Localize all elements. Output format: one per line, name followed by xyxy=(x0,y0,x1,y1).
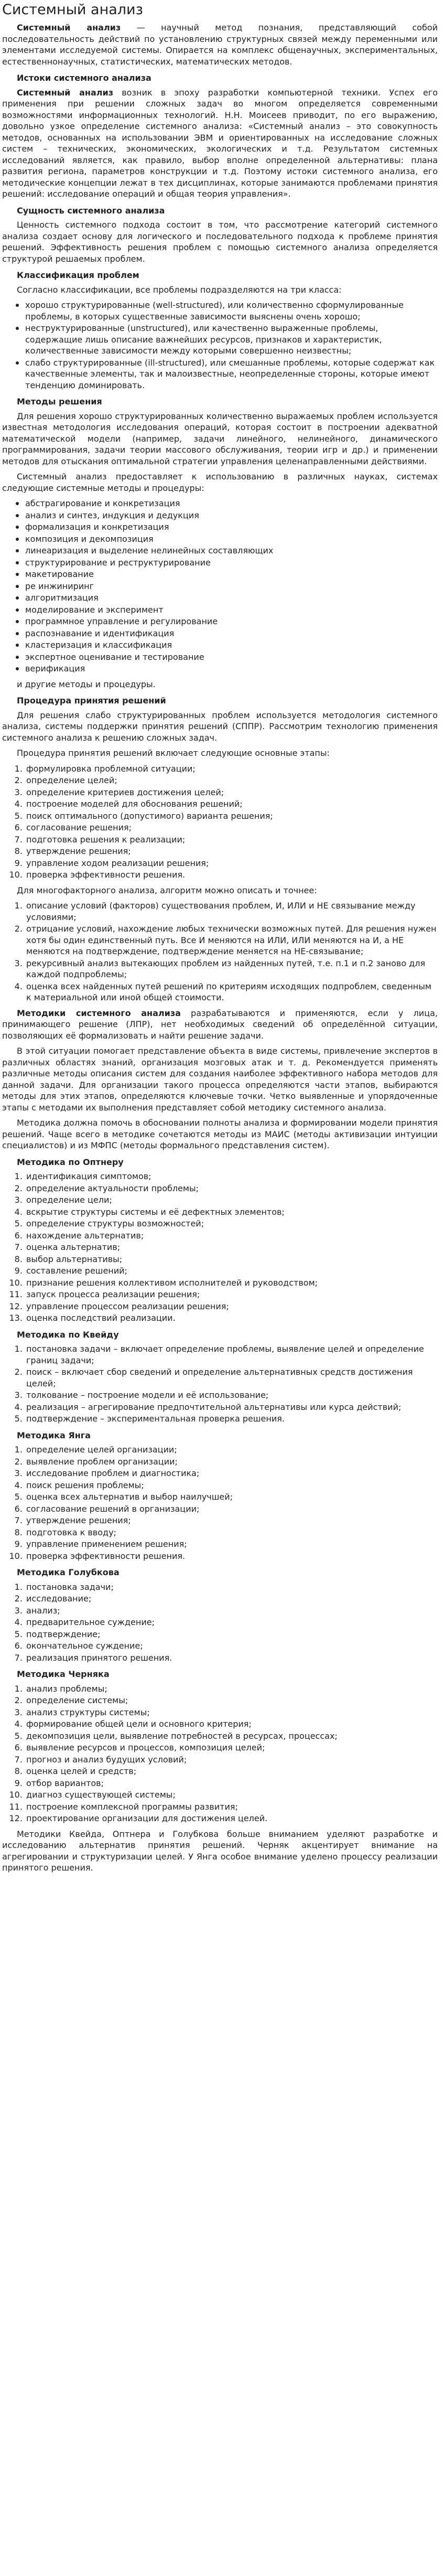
list-item: 13. оценка последствий реализации. xyxy=(25,1312,438,1324)
list-item: 11. запуск процесса реализации решения; xyxy=(25,1289,438,1300)
methodologies-paragraph-3: Методика должна помочь в обосновании полноты анализа и формировании модели принятия решений. Чаще всего в методике сочетаются методы из МАИС (методы активизации интуиции специалистов) и из МФПС (методы формального представления систем). xyxy=(2,1118,438,1150)
procedure-paragraph-1: Для решения слабо структурированных проблем используется методология системного анализа, системы поддержки принятия решений (СППР). Рассмотрим технологию применения системного анализа к решению сложных задач. xyxy=(2,710,438,743)
list-item: алгоритмизация xyxy=(25,592,438,604)
list-item: 6. окончательное суждение; xyxy=(25,1640,438,1652)
list-item: структурирование и реструктурирование xyxy=(25,557,438,569)
history-heading: Истоки системного анализа xyxy=(17,73,151,83)
list-item: 8. подготовка к вводу; xyxy=(25,1527,438,1538)
list-item: 5. подтверждение; xyxy=(25,1629,438,1640)
young-list xyxy=(2,1444,438,1562)
procedure-heading: Процедура принятия решений xyxy=(17,696,166,706)
list-item: 6. нахождение альтернатив; xyxy=(25,1230,438,1242)
list-item: 1. идентификация симптомов; xyxy=(25,1171,438,1182)
list-item: 1. постановка задачи; xyxy=(25,1581,438,1593)
list-item: 1. постановка задачи – включает определение проблемы, выявление целей и определение границ задачи; xyxy=(25,1343,438,1366)
list-item: 10. признание решения коллективом исполнителей и руководством; xyxy=(25,1277,438,1289)
list-item: 4. реализация – агрегирование предпочтительной альтернативы или курса действий; xyxy=(25,1402,438,1413)
list-item: 2. выявление проблем организации; xyxy=(25,1456,438,1468)
list-item: 1. формулировка проблемной ситуации; xyxy=(25,763,438,775)
list-item: 5. поиск оптимального (допустимого) варианта решения; xyxy=(25,810,438,822)
list-item: 11. построение комплексной программы развития; xyxy=(25,1801,438,1813)
list-item: программное управление и регулирование xyxy=(25,616,438,627)
list-item: формализация и конкретизация xyxy=(25,521,438,533)
list-item: 1. определение целей организации; xyxy=(25,1444,438,1456)
optner-heading: Методика по Оптнеру xyxy=(17,1157,124,1167)
quade-list xyxy=(2,1343,438,1425)
list-item: 5. оценка всех альтернатив и выбор наилучшей; xyxy=(25,1491,438,1503)
list-item: слабо структурированные (ill-structured), или смешанные проблемы, которые содержат как качественные элементы, так и малоизвестные, неопределенные стороны, которые имеют тенденцию доминировать. xyxy=(25,357,438,391)
list-item: 7. оценка альтернатив; xyxy=(25,1242,438,1253)
list-item: 2. исследование; xyxy=(25,1593,438,1605)
list-item: 5. декомпозиция цели, выявление потребностей в ресурсах, процессах; xyxy=(25,1730,438,1742)
chernyak-list xyxy=(2,1683,438,1824)
list-item: 3. анализ структуры системы; xyxy=(25,1707,438,1718)
list-item: 6. согласование решений в организации; xyxy=(25,1503,438,1515)
methodologies-text: разрабатываются и применяются, если у лица, принимающего решение (ЛПР), нет необходимых сведений об определённой ситуации, позволяющих её формализовать и найти решение задачи. xyxy=(2,1008,438,1041)
list-item: моделирование и эксперимент xyxy=(25,604,438,616)
list-item: 1. описание условий (факторов) существования проблем, И, ИЛИ и НЕ связывание между условиями; xyxy=(25,900,438,923)
list-item: 8. оценка целей и средств; xyxy=(25,1766,438,1777)
list-item: 2. определение целей; xyxy=(25,775,438,786)
list-item: 7. реализация принятого решения. xyxy=(25,1652,438,1664)
list-item: 6. выявление ресурсов и процессов, композиция целей; xyxy=(25,1742,438,1754)
methodologies-paragraph-2: В этой ситуации помогает представление объекта в виде системы, привлечение экспертов в различных областях знаний, организация мозговых атак и т. д. Рекомендуется применять различные методы описания систем для создания наиболее эффективного набора методов для данной задачи. Для организации такого процесса определяются части этапов, выбираются методы для этих этапов, определяются ключевые точки. Четко выявленные и упорядоченные этапы с методами их выполнения представляет собой методику системного анализа. xyxy=(2,1046,438,1113)
list-item: 12. проектирование организации для достижения целей. xyxy=(25,1813,438,1824)
list-item: 9. управление ходом реализации решения; xyxy=(25,858,438,869)
list-item: анализ и синтез, индукция и дедукция xyxy=(25,510,438,521)
list-item: 4. поиск решения проблемы; xyxy=(25,1480,438,1491)
classification-heading: Классификация проблем xyxy=(17,270,139,280)
essence-heading: Сущность системного анализа xyxy=(17,205,165,216)
list-item: 10. проверка эффективности решения. xyxy=(25,869,438,881)
list-item: 4. предварительное суждение; xyxy=(25,1617,438,1628)
procedure-paragraph-2: Процедура принятия решений включает следующие основные этапы: xyxy=(17,748,330,758)
methodologies-paragraph-1 xyxy=(2,1008,438,1042)
list-item: 2. поиск – включает сбор сведений и определение альтернативных средств достижения целей; xyxy=(25,1366,438,1389)
list-item: верификация xyxy=(25,663,438,675)
methods-tail: и другие методы и процедуры. xyxy=(17,679,156,689)
golubkov-list xyxy=(2,1581,438,1664)
classification-intro: Согласно классификации, все проблемы подразделяются на три класса: xyxy=(17,284,342,295)
list-item: линеаризация и выделение нелинейных составляющих xyxy=(25,545,438,557)
list-item: 10. диагноз существующей системы; xyxy=(25,1789,438,1801)
page-title: Системный анализ xyxy=(2,2,143,18)
list-item: 3. определение цели; xyxy=(25,1194,438,1206)
history-text: возник в эпоху разработки компьютерной техники. Успех его применения при решении сложных задач во многом определяется современными возможностями информационных технологий. Н.Н. Моисеев приводит, по его выражению, довольно узкое определение системного анализа: «Системный анализ – это совокупность методов, основанных на использовании ЭВМ и ориентированных на исследование сложных систем – технических, экономических, экологических и т.д. Результатом системных исследований является, как правило, выбор вполне определенной альтернативы: плана развития региона, параметров конструкции и т.д. Поэтому истоки системного анализа, его методические концепции лежат в тех дисциплинах, которые занимаются проблемами принятия решений: исследование операций и общая теория управления». xyxy=(2,87,438,199)
list-item: 7. прогноз и анализ будущих условий; xyxy=(25,1754,438,1766)
list-item: 9. управление применением решения; xyxy=(25,1538,438,1550)
classification-list xyxy=(2,300,438,391)
list-item: 6. согласование решения; xyxy=(25,822,438,833)
list-item: ре инжиниринг xyxy=(25,581,438,592)
list-item: хорошо структурированные (well-structured), или количественно сформулированные проблемы, в которых существенные зависимости выяснены очень хорошо; xyxy=(25,300,438,322)
list-item: 2. определение актуальности проблемы; xyxy=(25,1183,438,1194)
methods-heading: Методы решения xyxy=(17,397,102,407)
list-item: 5. подтверждение – экспериментальная проверка решения. xyxy=(25,1413,438,1425)
list-item: 4. построение моделей для обоснования решений; xyxy=(25,798,438,810)
list-item: 1. анализ проблемы; xyxy=(25,1683,438,1695)
list-item: экспертное оценивание и тестирование xyxy=(25,651,438,663)
list-item: 7. подготовка решения к реализации; xyxy=(25,834,438,846)
list-item: 4. формирование общей цели и основного критерия; xyxy=(25,1718,438,1730)
list-item: 3. толкование – построение модели и её использование; xyxy=(25,1389,438,1401)
history-lead: Системный анализ xyxy=(17,87,113,98)
list-item: 4. вскрытие структуры системы и её дефектных элементов; xyxy=(25,1206,438,1218)
list-item: макетирование xyxy=(25,569,438,580)
list-item: 2. определение системы; xyxy=(25,1695,438,1706)
essence-paragraph: Ценность системного подхода состоит в том, что рассмотрение категорий системного анализа создает основу для логического и последовательного подхода к проблеме принятия решений. Эффективность решения проблем с помощью системного анализа определяется структурой решаемых проблем. xyxy=(2,220,438,264)
list-item: распознавание и идентификация xyxy=(25,628,438,639)
methods-list xyxy=(2,498,438,675)
list-item: 3. анализ; xyxy=(25,1605,438,1617)
list-item: 9. отбор вариантов; xyxy=(25,1778,438,1789)
list-item: композиция и декомпозиция xyxy=(25,533,438,545)
conclusion-paragraph: Методики Квейда, Оптнера и Голубкова больше вниманием уделяют разработке и исследованию альтернатив принятия решений. Черняк акцентирует внимание на агрегировании и структуризации целей. У Янга особое внимание уделено процессу реализации принятого решения. xyxy=(2,1829,438,1873)
history-paragraph xyxy=(2,87,438,200)
list-item: кластеризация и классификация xyxy=(25,639,438,651)
list-item: 2. отрицание условий, нахождение любых технически возможных путей. Для решения нужен хотя бы один единственный путь. Все И меняются на ИЛИ, ИЛИ меняются на И, а НЕ меняются на подтверждение, подтверждение меняется на НЕ-связывание; xyxy=(25,923,438,957)
list-item: 8. утверждение решения; xyxy=(25,846,438,857)
golubkov-heading: Методика Голубкова xyxy=(17,1567,120,1577)
list-item: 4. оценка всех найденных путей решений по критериям исходящих подпроблем, сведенным к материальной или иной общей стоимости. xyxy=(25,981,438,1003)
list-item: 3. исследование проблем и диагностика; xyxy=(25,1468,438,1479)
chernyak-heading: Методика Черняка xyxy=(17,1669,110,1679)
algorithm-steps xyxy=(2,900,438,1003)
procedure-paragraph-3: Для многофакторного анализа, алгоритм можно описать и точнее: xyxy=(17,885,317,895)
methodologies-lead: Методики системного анализа xyxy=(17,1008,181,1018)
list-item: 7. утверждение решения; xyxy=(25,1515,438,1526)
list-item: 9. составление решений; xyxy=(25,1265,438,1277)
list-item: 5. определение структуры возможностей; xyxy=(25,1218,438,1230)
list-item: 8. выбор альтернативы; xyxy=(25,1254,438,1265)
procedure-steps xyxy=(2,763,438,881)
list-item: 3. определение критериев достижения целей; xyxy=(25,787,438,798)
quade-heading: Методика по Квейду xyxy=(17,1329,119,1340)
list-item: абстрагирование и конкретизация xyxy=(25,498,438,509)
intro-lead: Системный анализ xyxy=(17,23,121,33)
list-item: 12. управление процессом реализации решения; xyxy=(25,1301,438,1312)
optner-list xyxy=(2,1171,438,1324)
list-item: 3. рекурсивный анализ вытекающих проблем из найденных путей, т.е. п.1 и п.2 заново для каждой подпроблемы; xyxy=(25,958,438,980)
young-heading: Методика Янга xyxy=(17,1430,91,1440)
intro-text: — научный метод познания, представляющий собой последовательность действий по установлению структурных связей между переменными или элементами исследуемой системы. Опирается на комплекс общенаучных, экспериментальных, естественнонаучных, статистических, математических методов. xyxy=(2,23,438,67)
intro-paragraph xyxy=(2,22,438,67)
list-item: 10. проверка эффективности решения. xyxy=(25,1551,438,1562)
methods-paragraph-1: Для решения хорошо структурированных количественно выражаемых проблем используется известная методология исследования операций, которая состоит в построении адекватной математической модели (например, задачи линейного, нелинейного, динамического программирования, задачи теории массового обслуживания, теории игр и др.) и применении методов для отыскания оптимальной стратегии управления целенаправленными действиями. xyxy=(2,411,438,466)
methods-paragraph-2: Системный анализ предоставляет к использованию в различных науках, системах следующие системные методы и процедуры: xyxy=(2,472,438,493)
list-item: неструктурированные (unstructured), или качественно выраженные проблемы, содержащие лишь описание важнейших ресурсов, признаков и характеристик, количественные зависимости между которыми совершенно неизвестны; xyxy=(25,323,438,357)
